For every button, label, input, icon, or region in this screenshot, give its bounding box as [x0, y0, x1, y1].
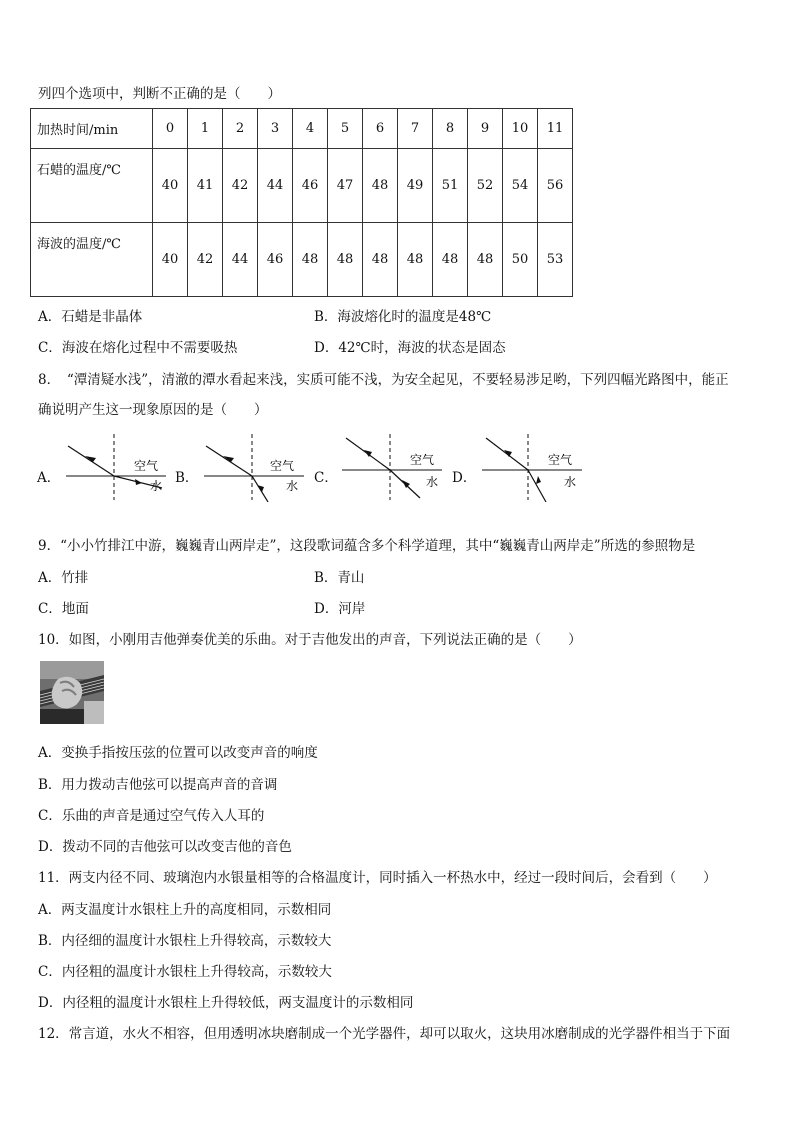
time-cell: 4: [293, 109, 328, 149]
q7-option-c: C．海波在熔化过程中不需要吸热: [38, 340, 238, 356]
temperature-table: [30, 108, 573, 297]
q12-stem: 12．常言道，水火不相容，但用透明冰块磨制成一个光学器件，却可以取火，这块用冰磨制成的光学器件相当于下面: [38, 1026, 731, 1042]
incident-ray: [206, 446, 252, 476]
time-header: 加热时间/min: [31, 109, 153, 149]
q11-option-c: C．内径粗的温度计水银柱上升得较高，示数较大: [38, 964, 332, 980]
temp-cell: 44: [223, 223, 258, 297]
temp-cell: 48: [293, 223, 328, 297]
q9-option-a: A．竹排: [38, 570, 89, 586]
water-label: 水: [150, 479, 163, 493]
row-label: 石蜡的温度/℃: [31, 149, 153, 223]
time-cell: 7: [398, 109, 433, 149]
q10-option-a: A．变换手指按压弦的位置可以改变声音的响度: [38, 745, 318, 761]
q9-option-b: B．青山: [314, 570, 365, 586]
temp-cell: 52: [468, 149, 503, 223]
q9-option-c: C．地面: [38, 601, 89, 617]
ray-in-water: [528, 470, 546, 502]
table-row-paraffin: [31, 149, 573, 223]
temp-cell: 47: [328, 149, 363, 223]
q9-option-d: D．河岸: [314, 601, 366, 617]
q10-option-d: D．拨动不同的吉他弦可以改变吉他的音色: [38, 839, 292, 855]
temp-cell: 53: [538, 223, 573, 297]
q7-option-a: A．石蜡是非晶体: [38, 309, 143, 325]
temp-cell: 42: [223, 149, 258, 223]
q7-intro: 列四个选项中，判断不正确的是（ ）: [38, 86, 281, 102]
temp-cell: 41: [188, 149, 223, 223]
time-cell: 10: [503, 109, 538, 149]
q8-diagram-a-letter: A．: [37, 470, 61, 486]
temp-cell: 46: [258, 223, 293, 297]
q8-diagram-a: [62, 430, 170, 502]
water-label: 水: [286, 479, 299, 493]
air-label: 空气: [548, 453, 573, 467]
q8-stem-line2: 确说明产生这一现象原因的是（ ）: [38, 402, 268, 418]
q8-stem-line1: 8． “潭清疑水浅”，清澈的潭水看起来浅，实质可能不浅，为安全起见，不要轻易涉足哟，下列四幅光路图中，能正: [38, 372, 729, 388]
temp-cell: 40: [153, 149, 188, 223]
arrow-icon: [504, 450, 512, 457]
q8-diagram-d: [478, 430, 586, 502]
air-label: 空气: [410, 453, 435, 467]
time-cell: 1: [188, 109, 223, 149]
time-cell: 11: [538, 109, 573, 149]
time-cell: 3: [258, 109, 293, 149]
q10-option-c: C．乐曲的声音是通过空气传入人耳的: [38, 808, 265, 824]
temp-cell: 48: [363, 223, 398, 297]
q8-diagram-b-letter: B．: [175, 470, 199, 486]
q8-diagram-c-letter: C．: [314, 470, 338, 486]
temp-cell: 54: [503, 149, 538, 223]
q11-option-b: B．内径细的温度计水银柱上升得较高，示数较大: [38, 933, 332, 949]
q11-option-d: D．内径粗的温度计水银柱上升得较低，两支温度计的示数相同: [38, 995, 414, 1011]
table-row-hypo: [31, 223, 573, 297]
air-label: 空气: [134, 459, 159, 473]
time-cell: 6: [363, 109, 398, 149]
incident-ray: [68, 446, 114, 476]
q9-stem: 9．“小小竹排江中游，巍巍青山两岸走”，这段歌词蕴含多个科学道理，其中“巍巍青山两岸走”所选的参照物是: [38, 538, 696, 554]
q7-option-d: D．42℃时，海波的状态是固态: [314, 340, 506, 356]
q11-stem: 11．两支内径不同、玻璃泡内水银量相等的合格温度计，同时插入一杯热水中，经过一段时间后，会看到（ ）: [38, 870, 717, 886]
row-label: 海波的温度/℃: [31, 223, 153, 297]
water-label: 水: [564, 475, 577, 489]
temp-cell: 48: [468, 223, 503, 297]
q7-option-b: B．海波熔化时的温度是48℃: [314, 309, 492, 325]
time-cell: 2: [223, 109, 258, 149]
arrow-icon: [536, 476, 541, 484]
temp-cell: 48: [363, 149, 398, 223]
temp-cell: 44: [258, 149, 293, 223]
time-cell: 5: [328, 109, 363, 149]
q11-option-a: A．两支温度计水银柱上升的高度相同，示数相同: [38, 902, 332, 918]
table-row-time: [31, 109, 573, 149]
air-label: 空气: [270, 459, 295, 473]
time-cell: 0: [153, 109, 188, 149]
temp-cell: 48: [328, 223, 363, 297]
temp-cell: 48: [433, 223, 468, 297]
q10-option-b: B．用力拨动吉他弦可以提高声音的音调: [38, 777, 278, 793]
time-cell: 9: [468, 109, 503, 149]
q8-diagram-c: [338, 430, 446, 502]
arrow-icon: [135, 479, 142, 485]
q8-diagram-b: [200, 430, 308, 502]
water-label: 水: [426, 475, 439, 489]
temp-cell: 49: [398, 149, 433, 223]
temp-cell: 56: [538, 149, 573, 223]
temp-cell: 48: [398, 223, 433, 297]
temp-cell: 50: [503, 223, 538, 297]
q10-stem: 10．如图，小刚用吉他弹奏优美的乐曲。对于吉他发出的声音，下列说法正确的是（ ）: [38, 632, 582, 648]
temp-cell: 46: [293, 149, 328, 223]
guitar-photo: [40, 661, 104, 724]
time-cell: 8: [433, 109, 468, 149]
temp-cell: 40: [153, 223, 188, 297]
q8-diagram-d-letter: D．: [452, 470, 477, 486]
temp-cell: 42: [188, 223, 223, 297]
temp-cell: 51: [433, 149, 468, 223]
